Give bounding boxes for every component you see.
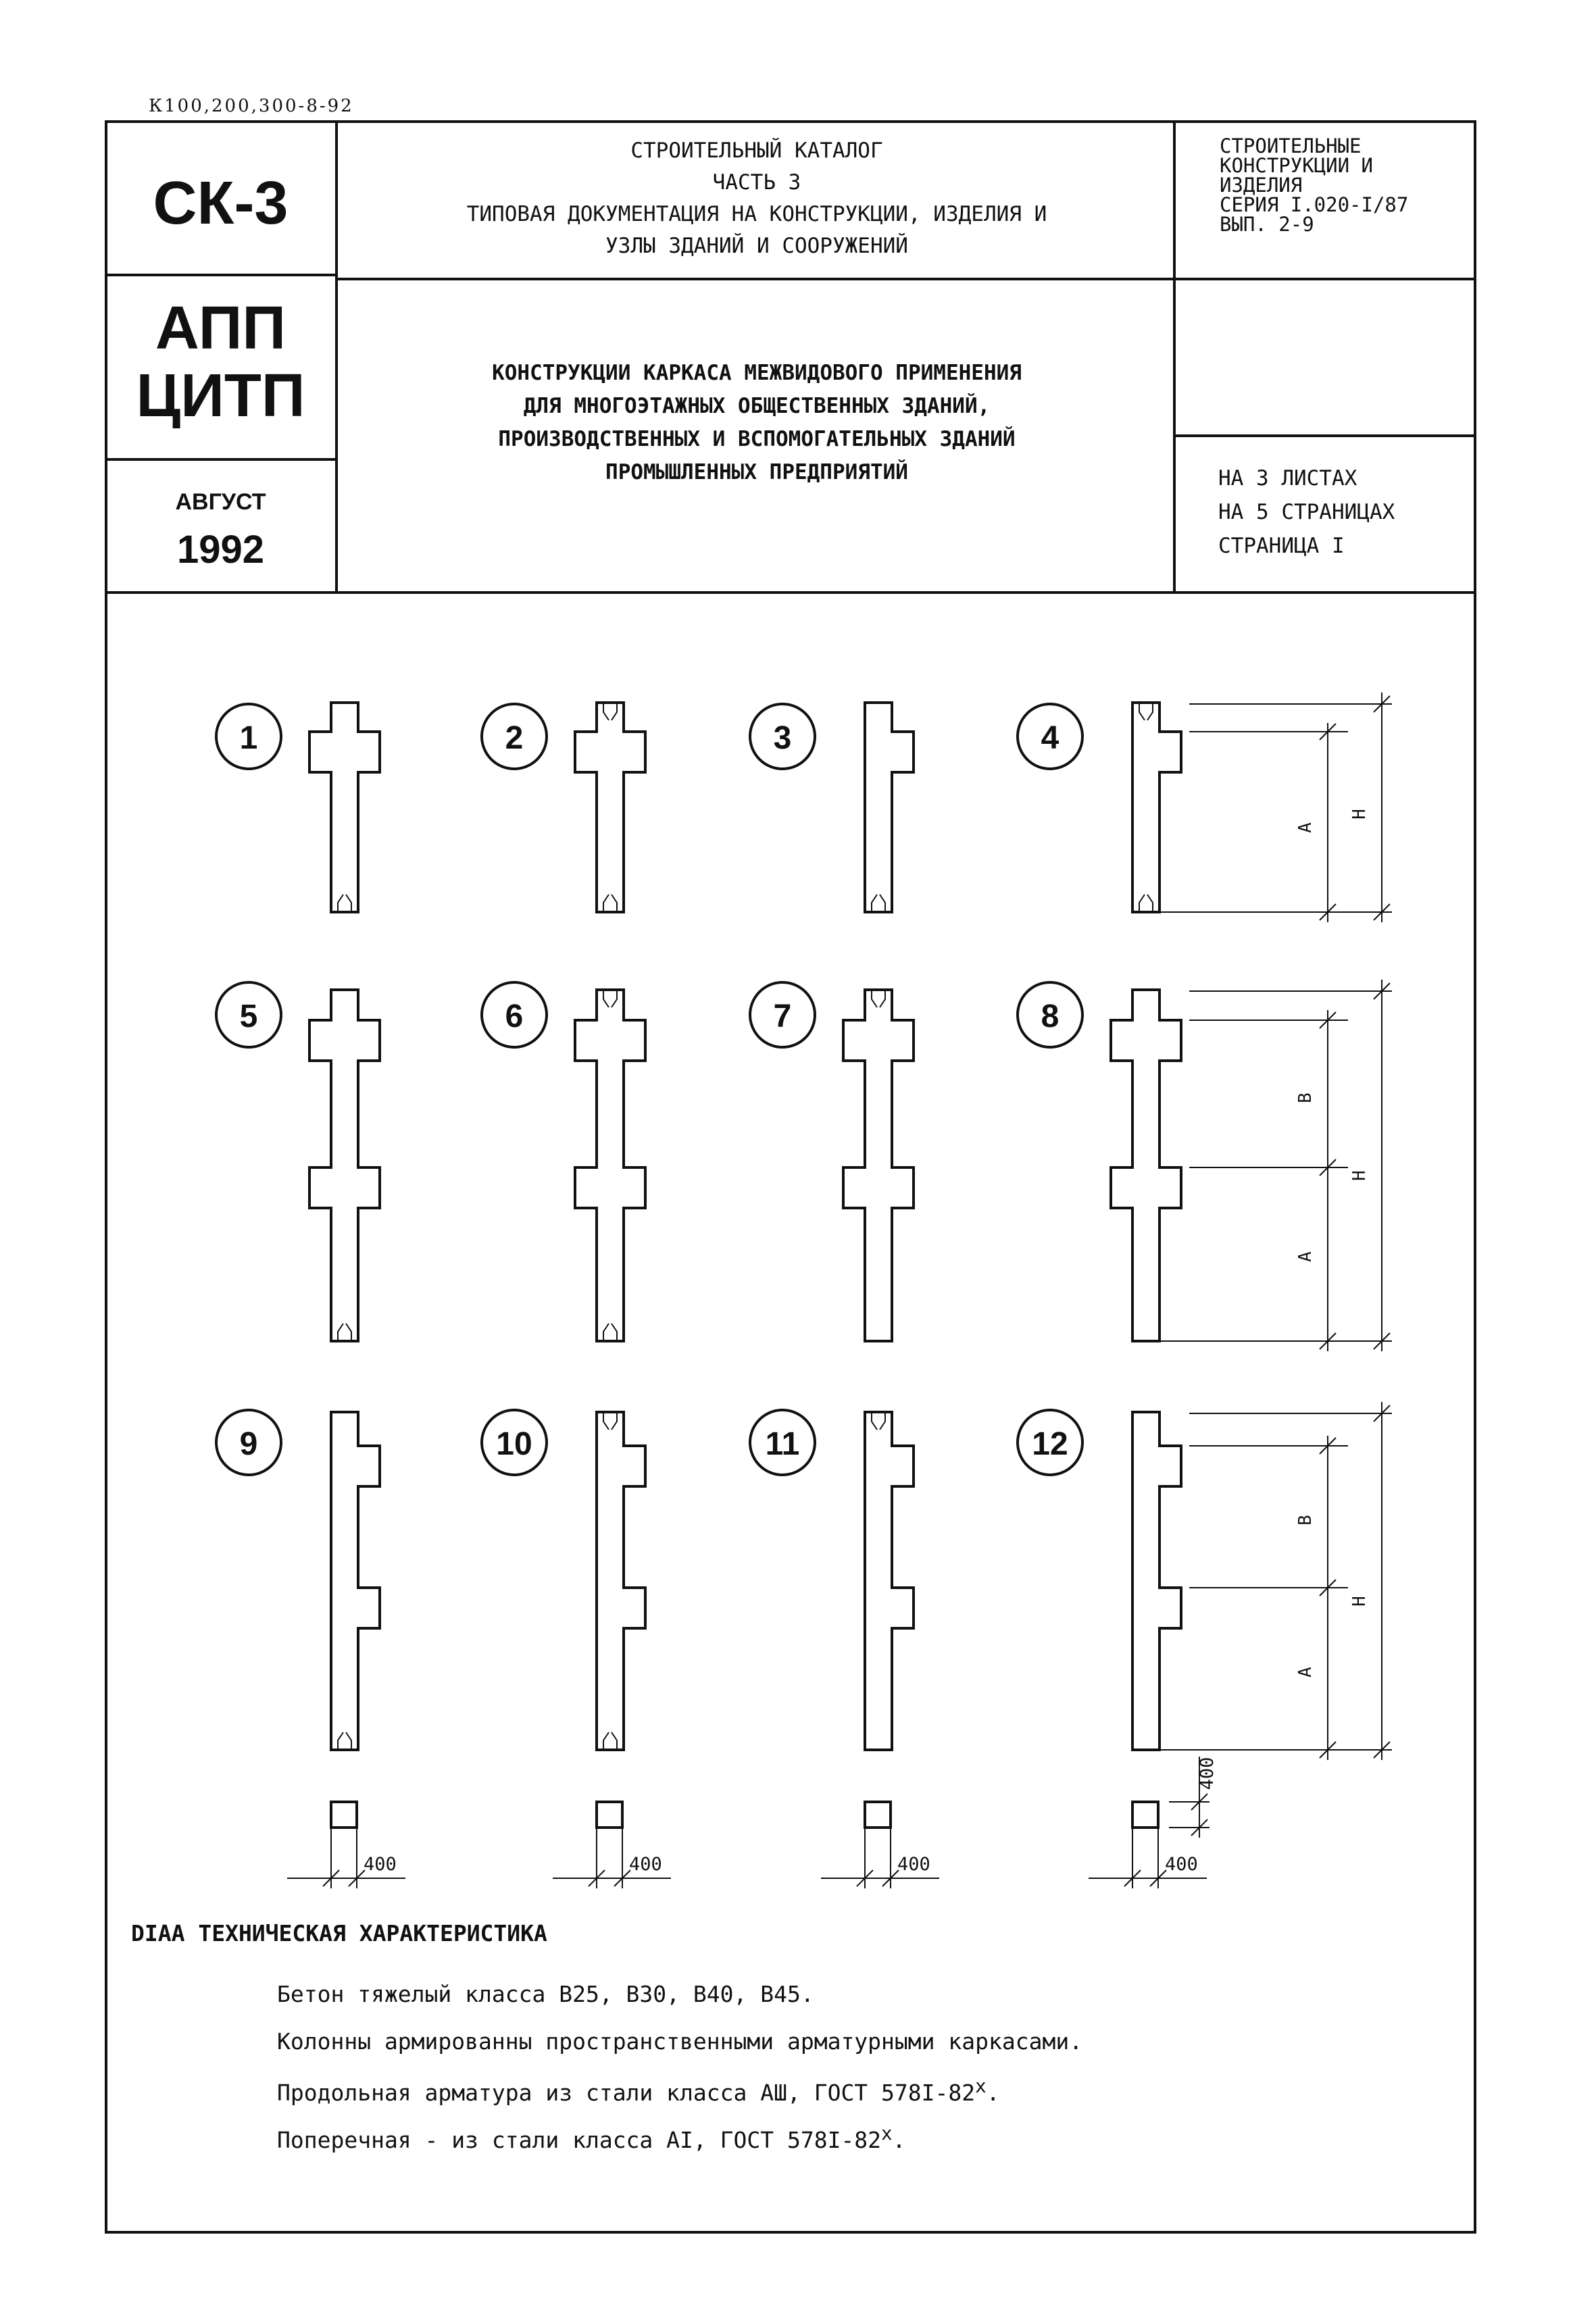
column-number-12: 12	[1032, 1426, 1068, 1462]
dim-H-row1: Н	[1349, 809, 1370, 820]
sheets-info: НА 3 ЛИСТАХ НА 5 СТРАНИЦАХ СТРАНИЦА I	[1218, 466, 1395, 558]
tech-line-4: Поперечная - из стали класса АI, ГОСТ 578I-82$^x$.	[277, 2123, 906, 2153]
dim-H-row2: Н	[1349, 1170, 1370, 1181]
stamp-month: АВГУСТ	[175, 489, 266, 515]
section-4-width: 400	[1165, 1854, 1198, 1875]
tech-heading: DIAA ТЕХНИЧЕСКАЯ ХАРАКТЕРИСТИКА	[131, 1920, 547, 1946]
column-10-bottom-joint	[603, 1732, 617, 1750]
column-3-bottom-joint	[872, 895, 885, 912]
tech-line-3: Продольная арматура из стали класса АШ, ГОСТ 578I-82$^x$.	[277, 2076, 1000, 2106]
stamp-citp: ЦИТП	[136, 362, 305, 430]
dim-B-row2: В	[1295, 1092, 1316, 1103]
column-7	[843, 990, 914, 1341]
section-12-height: 400	[1197, 1757, 1218, 1790]
column-number-9: 9	[239, 1426, 258, 1462]
dim-A-row3: А	[1295, 1667, 1316, 1678]
column-9	[331, 1412, 380, 1750]
column-9-bottom-joint	[338, 1732, 351, 1750]
column-6-top-joint	[603, 990, 617, 1007]
section-2	[597, 1802, 622, 1828]
column-7-top-joint	[872, 990, 885, 1007]
section-3-width: 400	[897, 1854, 930, 1875]
column-10-top-joint	[603, 1412, 617, 1430]
column-number-6: 6	[505, 999, 524, 1034]
column-2-top-joint	[603, 703, 617, 720]
tech-line-1: Бетон тяжелый класса В25, В30, В40, В45.	[277, 1981, 814, 2007]
column-number-11: 11	[765, 1426, 800, 1462]
dim-A-row1: А	[1295, 822, 1316, 833]
section-1-width: 400	[364, 1854, 397, 1875]
column-6	[575, 990, 645, 1341]
column-4	[1132, 703, 1181, 912]
column-number-2: 2	[505, 720, 524, 756]
column-1-bottom-joint	[338, 895, 351, 912]
dim-A-row2: А	[1295, 1251, 1316, 1262]
tech-line-2: Колонны армированны пространственными арматурными каркасами.	[277, 2028, 1083, 2055]
column-number-4: 4	[1041, 720, 1059, 756]
column-6-bottom-joint	[603, 1324, 617, 1341]
column-number-10: 10	[496, 1426, 532, 1462]
column-8	[1111, 990, 1181, 1341]
column-12	[1132, 1412, 1181, 1750]
column-2	[575, 703, 645, 912]
stamp-year: 1992	[176, 528, 265, 572]
column-4-top-joint	[1139, 703, 1153, 720]
document-code: К100,200,300-8-92	[149, 96, 354, 116]
stamp-app: АПП	[155, 295, 286, 362]
column-5-bottom-joint	[338, 1324, 351, 1341]
column-number-1: 1	[239, 720, 258, 756]
column-11	[865, 1412, 914, 1750]
column-4-bottom-joint	[1139, 895, 1153, 912]
dim-B-row3: В	[1295, 1515, 1316, 1526]
catalog-title: СТРОИТЕЛЬНЫЙ КАТАЛОГ ЧАСТЬ 3 ТИПОВАЯ ДОКУМЕНТАЦИЯ НА КОНСТРУКЦИИ, ИЗДЕЛИЯ И УЗЛЫ ЗДАНИЙ И СООРУЖЕНИЙ	[466, 139, 1047, 258]
column-number-3: 3	[773, 720, 792, 756]
document-title: КОНСТРУКЦИИ КАРКАСА МЕЖВИДОВОГО ПРИМЕНЕНИЯ ДЛЯ МНОГОЭТАЖНЫХ ОБЩЕСТВЕННЫХ ЗДАНИЙ, ПРОИЗВОДСТВЕННЫХ И ВСПОМОГАТЕЛЬНЫХ ЗДАНИЙ ПРОМЫШЛЕННЫХ ПРЕДПРИЯТИЙ	[492, 361, 1022, 484]
column-5	[309, 990, 380, 1341]
column-number-7: 7	[773, 999, 792, 1034]
column-10	[597, 1412, 645, 1750]
stamp-sk: СК-3	[153, 170, 289, 237]
section-1	[331, 1802, 357, 1828]
column-1	[309, 703, 380, 912]
column-number-8: 8	[1041, 999, 1059, 1034]
column-number-5: 5	[239, 999, 258, 1034]
column-11-top-joint	[872, 1412, 885, 1430]
series-info: СТРОИТЕЛЬНЫЕ КОНСТРУКЦИИ И ИЗДЕЛИЯ СЕРИЯ I.020-I/87 ВЫП. 2-9	[1220, 134, 1409, 236]
dim-H-row3: Н	[1349, 1596, 1370, 1607]
section-4	[1132, 1802, 1158, 1828]
column-2-bottom-joint	[603, 895, 617, 912]
column-3	[865, 703, 914, 912]
section-2-width: 400	[629, 1854, 662, 1875]
section-3	[865, 1802, 891, 1828]
